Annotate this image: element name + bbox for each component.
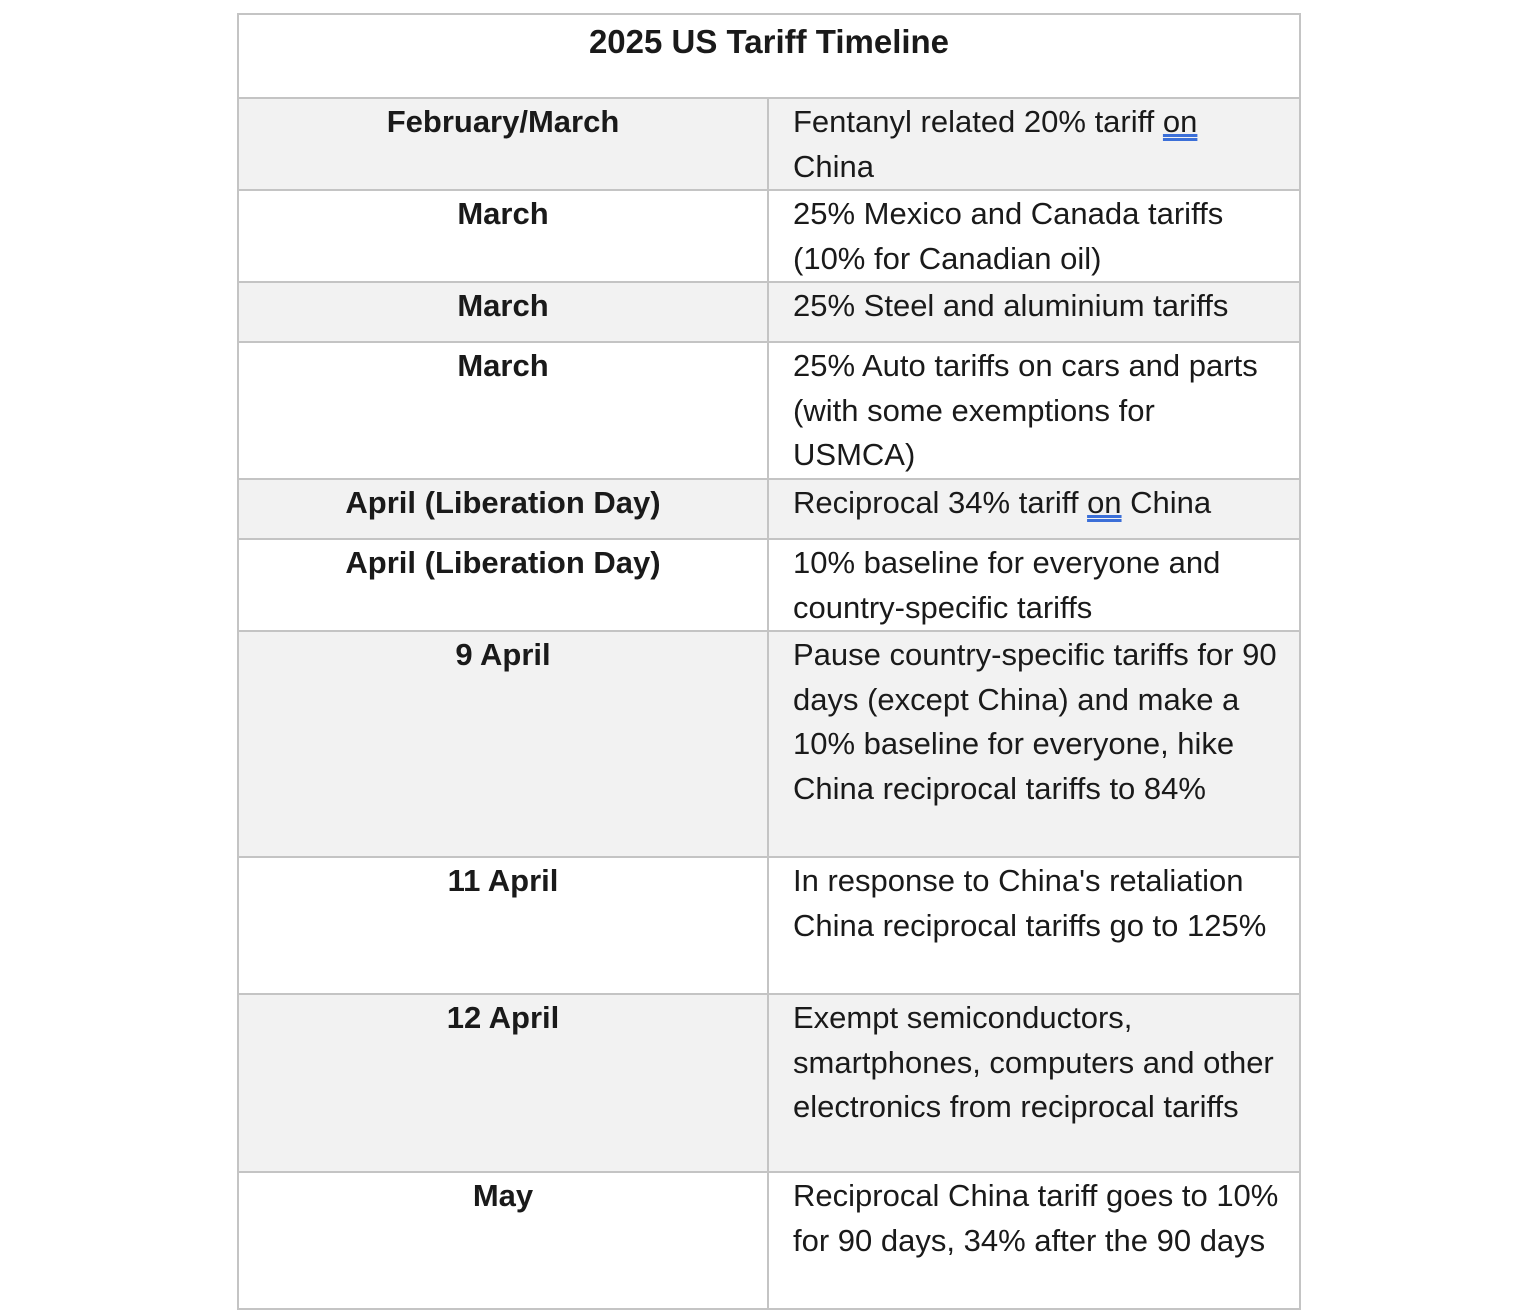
date-cell: April (Liberation Day) <box>238 479 768 539</box>
table-row <box>238 98 1300 190</box>
description-cell <box>768 98 1300 190</box>
date-cell: March <box>238 282 768 342</box>
table-row <box>238 342 1300 479</box>
date-cell: February/March <box>238 98 768 190</box>
description-cell: 25% Auto tariffs on cars and parts (with some exemptions for USMCA) <box>768 342 1300 479</box>
description-cell: 25% Mexico and Canada tariffs (10% for Canadian oil) <box>768 190 1300 282</box>
proofing-underlined-word: on <box>1087 485 1122 520</box>
description-cell: 10% baseline for everyone and country-specific tariffs <box>768 539 1300 631</box>
description-cell: Exempt semiconductors, smartphones, computers and other electronics from reciprocal tariffs <box>768 994 1300 1172</box>
description-text: China <box>1121 485 1212 520</box>
date-cell: 9 April <box>238 631 768 857</box>
description-cell: In response to China's retaliation China reciprocal tariffs go to 125% <box>768 857 1300 994</box>
date-cell: April (Liberation Day) <box>238 539 768 631</box>
table-title: 2025 US Tariff Timeline <box>238 14 1300 98</box>
table-row <box>238 190 1300 282</box>
description-cell: Pause country-specific tariffs for 90 days (except China) and make a 10% baseline for everyone, hike China reciprocal tariffs to 84% <box>768 631 1300 857</box>
table-row <box>238 539 1300 631</box>
proofing-underlined-word: on <box>1162 104 1198 139</box>
description-cell: 25% Steel and aluminium tariffs <box>768 282 1300 342</box>
date-cell: 11 April <box>238 857 768 994</box>
description-text: China <box>793 148 874 184</box>
description-text: Reciprocal 34% tariff <box>793 485 1088 520</box>
date-cell: March <box>238 190 768 282</box>
table-title-row <box>238 14 1300 98</box>
table-row <box>238 282 1300 342</box>
description-cell <box>768 479 1300 539</box>
date-cell: 12 April <box>238 994 768 1172</box>
date-cell: March <box>238 342 768 479</box>
description-cell: Reciprocal China tariff goes to 10% for 90 days, 34% after the 90 days <box>768 1172 1300 1309</box>
description-text: Fentanyl related 20% tariff <box>793 104 1163 139</box>
tariff-timeline-table <box>237 13 1301 1310</box>
table-row <box>238 994 1300 1172</box>
table-row <box>238 631 1300 857</box>
table-row <box>238 857 1300 994</box>
date-cell: May <box>238 1172 768 1309</box>
table-row <box>238 479 1300 539</box>
table-row <box>238 1172 1300 1309</box>
